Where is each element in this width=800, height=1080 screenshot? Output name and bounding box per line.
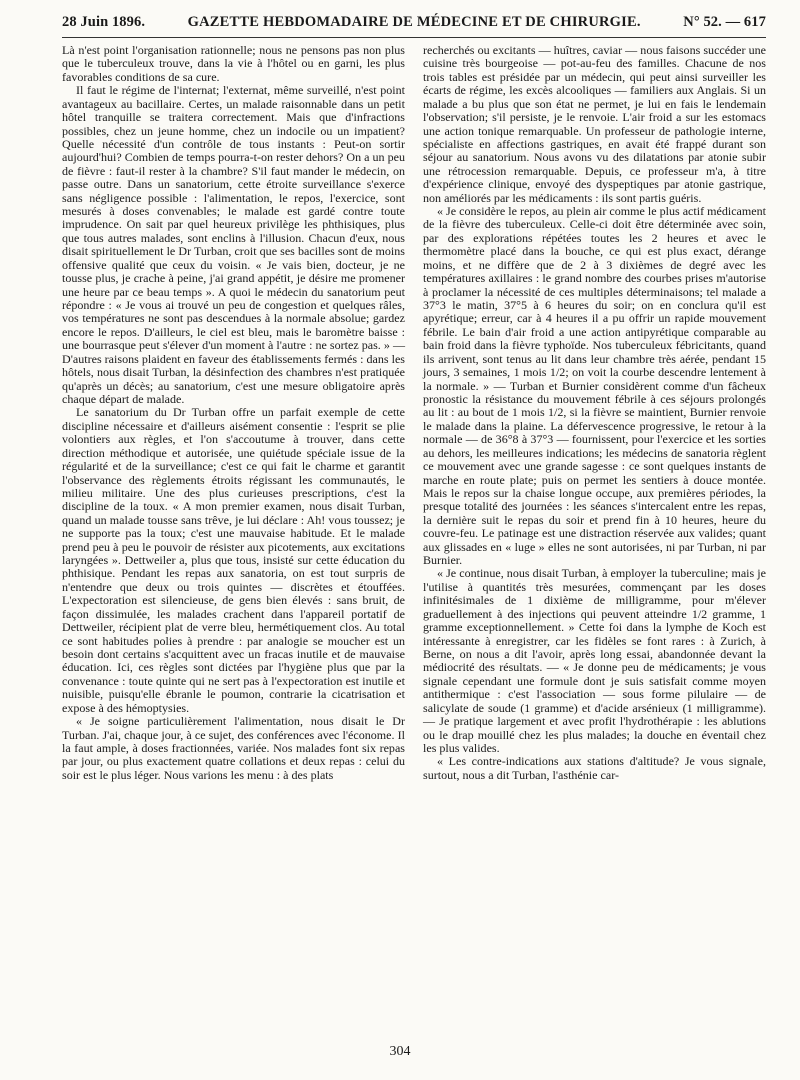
journal-title: GAZETTE HEBDOMADAIRE DE MÉDECINE ET DE CHIRURGIE. <box>187 14 641 30</box>
paragraph: Il faut le régime de l'internat; l'externat, même surveillé, n'est point avantageux au bacillaire. Certes, un malade raisonnable dans un petit hôtel tranquille se traitera correctement. Mais que d'infractions possibles, chez un jeune homme, chez un indocile ou un impatient? Quelle nécessité d'un contrôle de tous instants : Peut-on sortir aujourd'hui? Combien de temps pourra-t-on rester dehors? On a un peu de fièvre : faut-il rester à la chambre? S'il faut mander le médecin, on passe outre. Dans un sanatorium, cette étroite surveillance s'exerce sans négligence possible : l'alimentation, le repos, l'exercice, sont mesurés à doses convenables; le malade est gardé contre toute imprudence. On sait par quel heureux privilège les phthisiques, plus que tous autres malades, sont enclins à l'illusion. Chacun d'eux, nous disait spirituellement le Dr Turban, croit que ses bacilles sont de moins offensive qualité que ceux du voisin. « Je vais bien, docteur, je ne tousse plus, je crache à peine, j'ai grand appétit, je désire me promener une heure par ce beau temps ». A quoi le médecin du sanatorium peut répondre : « Je vous ai trouvé un peu de congestion et quelques râles, vos températures ne sont pas descendues à la normale absolue; gardez encore le repos. D'ailleurs, le ciel est bleu, mais le baromètre baisse : une bourrasque peut s'élever d'un moment à l'autre : ne sortez pas. » — D'autres raisons plaident en faveur des établissements fermés : dans les hôtels, nous disait Turban, la désinfection des chambres n'est pratiquée qu'après un décès; au sanatorium, c'est une mesure obligatoire après chaque départ de malade. <box>62 83 405 406</box>
left-column <box>62 44 405 782</box>
paragraph: Le sanatorium du Dr Turban offre un parfait exemple de cette discipline nécessaire et d'ailleurs aisément consentie : l'esprit se plie volontiers aux règles, et l'on s'accoutume à trouver, dans cette direction méthodique et autorisée, une quiétude spéciale issue de la régularité et de la surveillance; c'est ce qui fait le charme et garantit l'observance des règlements étroits régissant les communautés, le milieu militaire. Une des plus curieuses prescriptions, c'est la discipline de la toux. « A mon premier examen, nous disait Turban, quand un malade tousse sans trêve, je lui déclare : Ah! vous toussez; je ne supporte pas la toux; c'est une mauvaise habitude. Et le malade prend peu à peu le pouvoir de résister aux picotements, aux excitations laryngées ». Dettweiler a, plus que tous, insisté sur cette éducation du phthisique. Pendant les repas aux sanatoria, on est tout surpris de n'entendre que deux ou trois quintes — discrètes et étouffées. L'expectoration est silencieuse, de gens bien élevés : sans bruit, de façon dissimulée, les malades crachent dans l'appareil portatif de Dettweiler, récipient plat de verre bleu, hermétiquement clos. Au total ce sont habitudes polies à prendre : par analogie se moucher est un besoin dont certains s'acquittent avec un fracas inutile et de mauvaise éducation. Ici, ces règles sont dictées par l'hygiène plus que par la convenance : toute quinte qui ne sert pas à l'expectoration est inutile et nuisible, puisqu'elle ébranle le poumon, contrarie la cicatrisation et expose à des hémoptysies. <box>62 405 405 715</box>
paragraph: Là n'est point l'organisation rationnelle; nous ne pensons pas non plus que le tuberculeux trouve, dans la vie à l'hôtel ou en garni, les plus favorables conditions de sa cure. <box>62 43 405 84</box>
paragraph: « Les contre-indications aux stations d'altitude? Je vous signale, surtout, nous a dit Turban, l'asthénie car- <box>423 754 766 782</box>
issue-page-number: N° 52. — 617 <box>683 14 766 30</box>
text-columns <box>62 44 766 782</box>
folio-number: 304 <box>389 1044 411 1059</box>
paragraph: « Je continue, nous disait Turban, à employer la tuberculine; mais je l'utilise à quantités très mesurées, commençant par les doses infinitésimales de 1 dixième de milligramme, pour m'élever graduellement à des injections qui peuvent atteindre 1/2 gramme, 1 gramme exceptionnellement. » Cette foi dans la lymphe de Koch est intéressante à enregistrer, car les fidèles se font rares : à Zurich, à Berne, on nous a dit l'avoir, après long essai, abandonnée devant la médiocrité des résultats. — « Je donne peu de médicaments; je vous signale cependant une formule dont je suis satisfait comme moyen antithermique : c'est l'association — sous forme pilulaire — de salicylate de soude (1 gramme) et d'acide arsénieux (1 milligramme). — Je pratique largement et avec profit l'hydrothérapie : les ablutions ou le drap mouillé chez les plus malades; la douche en éventail chez les plus valides. <box>423 566 766 755</box>
running-header <box>62 10 766 38</box>
paragraph: recherchés ou excitants — huîtres, caviar — nous faisons succéder une cuisine très bourgeoise — pot-au-feu des familles. Chacune de nos trois tables est présidée par un médecin, qui peut ainsi surveiller les écarts de régime, les excès alcooliques — familiers aux Anglais. Si un malade a bu plus que son état ne permet, je lui en fais le lendemain l'observation; s'il persiste, je le renvoie. L'air froid a sur les estomacs une action tonique remarquable. Un professeur de pathologie interne, spécialiste en affections gastriques, en avait été frappé durant son séjour au sanatorium. Nous avons vu des dilatations par atonie subir une rétrocession remarquable. Depuis, ce professeur m'a, à titre d'expérience clinique, envoyé des dyspeptiques par atonie gastrique, non améliorés par les médicaments : ils sont partis guéris. <box>423 43 766 205</box>
paragraph: « Je soigne particulièrement l'alimentation, nous disait le Dr Turban. J'ai, chaque jour, à ce sujet, des conférences avec l'économe. Il la faut ample, à doses fractionnées, variée. Nos malades font six repas par jour, ou plus exactement quatre collations et deux repas : celui du soir est le plus léger. Nous varions les menu : à des plats <box>62 714 405 782</box>
paragraph: « Je considère le repos, au plein air comme le plus actif médicament de la fièvre des tuberculeux. Celle-ci doit être déterminée avec soin, par des explorations répétées toutes les 2 heures et avec le thermomètre placé dans la bouche, ce qui est plus exact, dérange moins, et ne diffère que de 2 à 3 dixièmes de degré avec les températures axillaires : le grand nombre des courbes prises m'autorise à proclamer la nécessité de ces multiples déterminaisons; tel malade a 37°3 le matin, 37°5 à 6 heures du soir; on en conclura qu'il est apyrétique; erreur, car à 4 heures il a pu offrir un rapide mouvement fébrile. Le bain d'air froid a une action antipyrétique comparable au bain froid dans la fièvre typhoïde. Nos tuberculeux fébricitants, quand ils arrivent, sont tenus au lit dans leur chambre très aérée, pendant 15 jours, 3 semaines, 1 mois 1/2; on voit la courbe descendre lentement à la normale. » — Turban et Burnier considèrent comme d'un fâcheux pronostic la résistance du mouvement fébrile à ces séjours prolongés au lit : au bout de 1 mois 1/2, si la fièvre se maintient, Burnier renvoie le malade dans la plaine. La défervescence progressive, le retour à la normale — de 36°8 à 37°3 — fournissent, pour l'exercice et les sorties au dehors, les meilleures indications; les médecins de sanatoria règlent ce mouvement avec une grande sagesse : ce sont quelques instants de marche en route plate; puis on permet les sentiers à douce montée. Mais le repos sur la chaise longue occupe, aux premières périodes, la presque totalité des journées : les séances s'intercalent entre les repas, la dernière suit le repas du soir et prend fin à 10 heures, heure du couvre-feu. Le patinage est une distraction réservée aux valides; quant aux glissades en « luge » elles ne sont autorisées, ni par Turban, ni par Burnier. <box>423 204 766 568</box>
right-column <box>423 44 766 782</box>
header-date: 28 Juin 1896. <box>62 14 146 30</box>
